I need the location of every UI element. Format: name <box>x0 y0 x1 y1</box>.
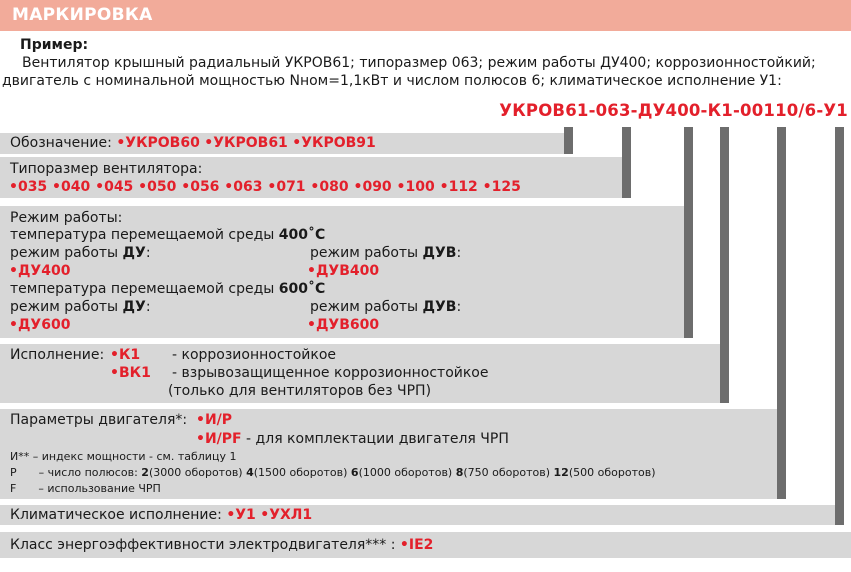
execution-label: Исполнение: <box>10 347 105 363</box>
example-line-1: Вентилятор крышный радиальный УКРОВ61; типоразмер 063; режим работы ДУ400; коррозионностойкий; <box>22 55 816 71</box>
execution-vk1-desc: - взрывозащищенное коррозионностойкое <box>172 365 489 381</box>
motor-note-poles: Р – число полюсов: 2(3000 оборотов) 4(1500 оборотов) 6(1000 оборотов) 8(750 оборотов) 12(500 оборотов) <box>10 466 656 479</box>
section-title: МАРКИРОВКА <box>12 5 153 25</box>
example-label: Пример: <box>20 37 89 53</box>
motor-opt-ir: •И/Р <box>196 412 233 428</box>
example-line-2: двигатель с номинальной мощностью Nном=1,1кВт и числом полюсов 6; климатическое исполнение У1: <box>2 73 782 89</box>
connector-execution <box>720 127 729 403</box>
designation-option: УКРОВ61 <box>213 135 288 151</box>
climate-row: Климатическое исполнение: •У1 •УХЛ1 <box>10 507 313 523</box>
execution-vk1-code: •ВК1 <box>110 365 151 381</box>
size-option: 071 <box>276 179 306 195</box>
mode-duv400: •ДУВ400 <box>307 263 380 279</box>
motor-note-power: И** – индекс мощности - см. таблицу 1 <box>10 450 237 463</box>
size-option: 112 <box>448 179 478 195</box>
motor-box <box>0 409 777 499</box>
example-code: УКРОВ61-063-ДУ400-К1-00110/6-У1 <box>499 101 848 120</box>
connector-mode <box>684 127 693 338</box>
designation-label: Обозначение: <box>10 135 112 151</box>
efficiency-option: IE2 <box>408 537 434 553</box>
designation-box <box>0 133 564 154</box>
size-option: 040 <box>61 179 91 195</box>
size-option: 125 <box>491 179 521 195</box>
efficiency-box <box>0 532 851 558</box>
mode-duv600: •ДУВ600 <box>307 317 380 333</box>
climate-box <box>0 505 835 525</box>
connector-size <box>622 127 631 198</box>
size-option: 080 <box>319 179 349 195</box>
climate-option: УХЛ1 <box>269 507 313 523</box>
size-box <box>0 157 622 198</box>
mode-temp-400: температура перемещаемой среды 400˚С <box>10 227 326 243</box>
mode-box <box>0 206 684 338</box>
mode-duv-label: режим работы ДУВ: <box>310 245 462 261</box>
mode-du-label: режим работы ДУ: <box>10 245 151 261</box>
size-option: 045 <box>104 179 134 195</box>
climate-option: У1 <box>235 507 256 523</box>
section-header <box>0 0 851 31</box>
efficiency-row: Класс энергоэффективности электродвигателя*** : •IE2 <box>10 537 434 553</box>
mode-du400: •ДУ400 <box>9 263 71 279</box>
mode-du-label-2: режим работы ДУ: <box>10 299 151 315</box>
size-option: 035 <box>17 179 48 195</box>
mode-du600: •ДУ600 <box>9 317 71 333</box>
motor-opt-ipf: •И/PF - для комплектации двигателя ЧРП <box>196 431 509 447</box>
execution-k1-code: •К1 <box>110 347 141 363</box>
mode-duv-label-2: режим работы ДУВ: <box>310 299 462 315</box>
size-option: 056 <box>190 179 220 195</box>
motor-note-vfd: F – использование ЧРП <box>10 482 161 495</box>
motor-label: Параметры двигателя*: <box>10 412 188 428</box>
designation-row: Обозначение: •УКРОВ60 •УКРОВ61 •УКРОВ91 <box>10 135 376 151</box>
connector-motor <box>777 127 786 499</box>
designation-option: УКРОВ60 <box>125 135 200 151</box>
execution-k1-desc: - коррозионностойкое <box>172 347 336 363</box>
size-label: Типоразмер вентилятора: <box>10 161 203 177</box>
size-options: •035 •040 •045 •050 •056 •063 •071 •080 •090 •100 •112 •125 <box>9 179 521 195</box>
size-option: 063 <box>233 179 263 195</box>
size-option: 050 <box>147 179 177 195</box>
execution-vk1-note: (только для вентиляторов без ЧРП) <box>168 383 432 399</box>
size-option: 090 <box>362 179 392 195</box>
mode-temp-600: температура перемещаемой среды 600˚С <box>10 281 326 297</box>
mode-label: Режим работы: <box>10 210 123 226</box>
connector-climate <box>835 127 844 525</box>
size-option: 100 <box>405 179 435 195</box>
designation-option: УКРОВ91 <box>301 135 376 151</box>
connector-designation <box>564 127 573 154</box>
execution-box <box>0 344 720 403</box>
